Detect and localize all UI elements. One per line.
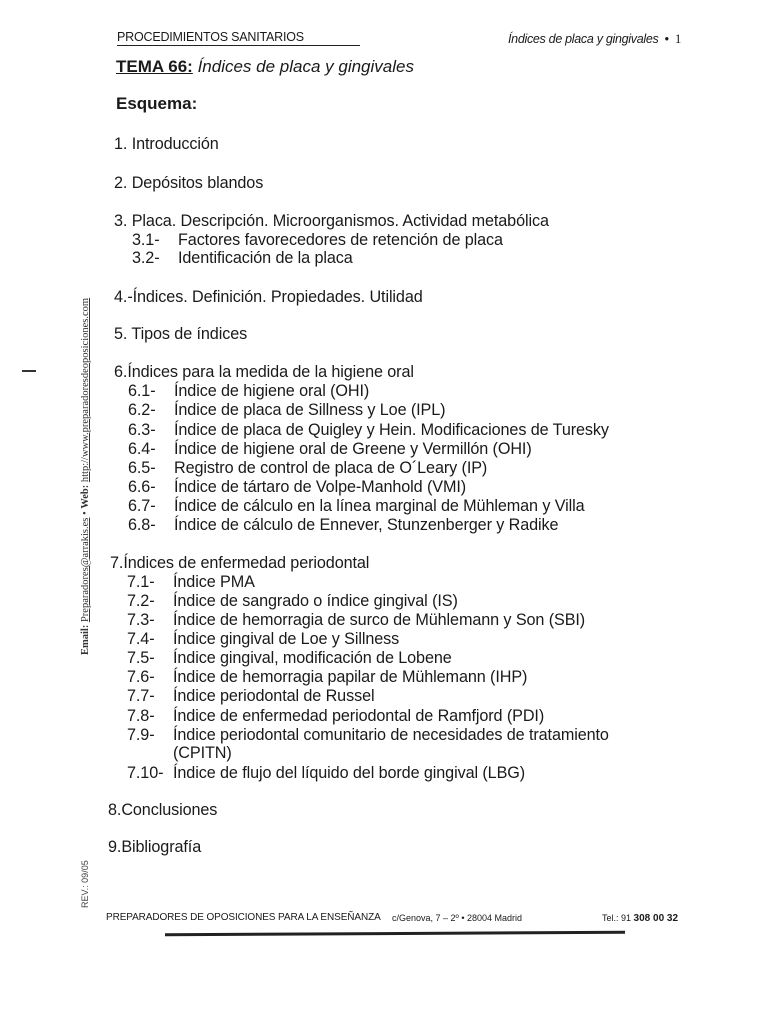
subitem-number: 6.4- [128, 440, 156, 458]
subitem-text: Índice de placa de Quigley y Hein. Modificaciones de Turesky [174, 421, 609, 439]
subitem-number: 7.10- [127, 764, 164, 782]
outline-item-3-number: 3. [114, 212, 128, 230]
footer-address: c/Genova, 7 – 2º • 28004 Madrid [392, 913, 523, 923]
subitem-number: 6.2- [128, 401, 156, 419]
outline-item-7-number: 7. [110, 554, 124, 572]
subitem-number: 6.7- [128, 497, 156, 515]
subitem-text: Índice periodontal de Russel [173, 687, 375, 705]
tema-number: TEMA 66: [116, 57, 193, 76]
subitem-text: Índice gingival de Loe y Sillness [173, 630, 400, 648]
outline-subitem-7-6 [127, 668, 527, 687]
subitem-number: 7.1- [127, 573, 155, 591]
subitem-text: Índice de enfermedad periodontal de Ramfjord (PDI) [173, 707, 545, 725]
outline-item-6-text: Índices para la medida de la higiene oral [127, 363, 414, 381]
subitem-number: 7.6- [127, 668, 155, 686]
outline-item-3 [114, 212, 549, 231]
outline-subitem-7-9-continuation: (CPITN) [173, 744, 232, 762]
outline-item-5-number: 5. [114, 325, 128, 343]
outline-item-2-number: 2. [114, 174, 128, 192]
subitem-text: Índice de tártaro de Volpe-Manhold (VMI) [174, 478, 467, 496]
outline-subitem-7-8 [127, 707, 544, 726]
subitem-number: 6.5- [128, 459, 156, 477]
footer-rule [165, 931, 625, 936]
outline-item-7 [110, 554, 369, 573]
outline-item-9-text: Bibliografía [121, 838, 202, 856]
outline-item-6-number: 6. [114, 363, 128, 381]
subitem-text: Registro de control de placa de O´Leary (IP) [174, 459, 488, 477]
document-title [116, 57, 414, 77]
subitem-number: 7.7- [127, 687, 155, 705]
phone-label: Tel.: 91 [602, 913, 632, 923]
outline-subitem-6-5 [128, 459, 487, 478]
subitem-number: 3.1- [132, 231, 160, 249]
header-topic [508, 31, 681, 47]
outline-item-4-number: 4. [114, 288, 128, 306]
email-label: Email: [80, 624, 91, 655]
header-topic-text: Índices de placa y gingivales [508, 32, 659, 46]
margin-mark [22, 370, 36, 372]
subitem-number: 6.3- [128, 421, 156, 439]
outline-subitem-7-7 [127, 687, 374, 706]
outline-subitem-6-2 [128, 401, 445, 420]
subitem-number: 7.8- [127, 707, 155, 725]
outline-item-2-text: Depósitos blandos [131, 174, 264, 192]
outline-item-8 [108, 801, 217, 820]
subitem-number: 7.9- [127, 726, 155, 744]
outline-item-1 [114, 135, 219, 154]
subitem-number: 7.5- [127, 649, 155, 667]
subitem-text: Índice de higiene oral (OHI) [174, 382, 370, 400]
outline-item-1-number: 1. [114, 135, 128, 153]
phone-number: 308 00 32 [633, 913, 679, 924]
outline-item-7-text: Índices de enfermedad periodontal [123, 554, 370, 572]
subitem-text: Índice de placa de Sillness y Loe (IPL) [174, 401, 446, 419]
outline-subitem-6-1 [128, 382, 369, 401]
outline-subitem-7-5 [127, 649, 452, 668]
outline-subitem-7-9 [127, 726, 609, 745]
subitem-text: Índice de sangrado o índice gingival (IS) [173, 592, 458, 610]
header-section-title: PROCEDIMIENTOS SANITARIOS [117, 30, 304, 44]
subitem-text: Índice periodontal comunitario de necesidades de tratamiento [173, 726, 609, 744]
subitem-number: 7.3- [127, 611, 155, 629]
subitem-number: 3.2- [132, 249, 160, 267]
revision-label: REV.: 09/05 [80, 860, 90, 908]
outline-item-1-text: Introducción [131, 135, 219, 153]
outline-subitem-6-4 [128, 440, 532, 459]
outline-subitem-3-2 [132, 249, 353, 268]
header-bullet: • [664, 32, 669, 46]
subitem-number: 6.8- [128, 516, 156, 534]
outline-subitem-3-1 [132, 231, 503, 250]
esquema-heading: Esquema: [116, 94, 198, 113]
outline-item-5 [114, 325, 247, 344]
subitem-text: Índice gingival, modificación de Lobene [173, 649, 452, 667]
tema-subject: Índices de placa y gingivales [197, 57, 414, 76]
email-address: Preparadores@arrakis.es [80, 517, 91, 623]
outline-item-9 [108, 838, 201, 857]
subitem-number: 6.6- [128, 478, 156, 496]
page-number: 1 [674, 31, 682, 46]
outline-subitem-7-3 [127, 611, 585, 630]
outline-item-8-number: 8. [108, 801, 122, 819]
outline-subitem-7-2 [127, 592, 458, 611]
subitem-text: Índice de higiene oral de Greene y Vermillón (OHI) [174, 440, 532, 458]
sidebar-contact [80, 298, 91, 655]
subitem-number: 7.4- [127, 630, 155, 648]
outline-item-8-text: Conclusiones [121, 801, 218, 819]
footer-phone [602, 913, 678, 924]
outline-item-5-text: Tipos de índices [131, 325, 248, 343]
outline-subitem-7-4 [127, 630, 399, 649]
outline-subitem-6-3 [128, 421, 609, 440]
outline-item-6 [114, 363, 414, 382]
outline-item-4-text: -Índices. Definición. Propiedades. Utilidad [127, 288, 423, 306]
web-label: Web: [80, 484, 91, 509]
sidebar-bullet: • [80, 511, 91, 515]
outline-subitem-6-7 [128, 497, 585, 516]
outline-item-9-number: 9. [108, 838, 122, 856]
subitem-number: 6.1- [128, 382, 156, 400]
subitem-text: Índice de cálculo en la línea marginal de Mühleman y Villa [174, 497, 585, 515]
subitem-text: Índice PMA [173, 573, 255, 591]
subitem-text: Índice de hemorragia de surco de Mühlemann y Son (SBI) [173, 611, 586, 629]
subitem-text: Índice de flujo del líquido del borde gingival (LBG) [173, 764, 526, 782]
outline-subitem-7-10 [127, 764, 525, 783]
outline-subitem-7-1 [127, 573, 255, 592]
subitem-text: Índice de hemorragia papilar de Mühlemann (IHP) [173, 668, 528, 686]
subitem-text: Factores favorecedores de retención de placa [178, 231, 503, 249]
footer-organization: PREPARADORES DE OPOSICIONES PARA LA ENSEÑANZA [106, 912, 381, 923]
outline-subitem-6-6 [128, 478, 466, 497]
header-underline [117, 45, 360, 46]
subitem-text: Identificación de la placa [178, 249, 353, 267]
web-address: http://www.preparadoresdeoposiciones.com [80, 297, 91, 483]
outline-item-3-text: Placa. Descripción. Microorganismos. Actividad metabólica [131, 212, 549, 230]
outline-item-2 [114, 174, 263, 193]
subitem-text: Índice de cálculo de Ennever, Stunzenberger y Radike [174, 516, 559, 534]
outline-item-4 [114, 288, 423, 307]
outline-subitem-6-8 [128, 516, 558, 535]
subitem-number: 7.2- [127, 592, 155, 610]
